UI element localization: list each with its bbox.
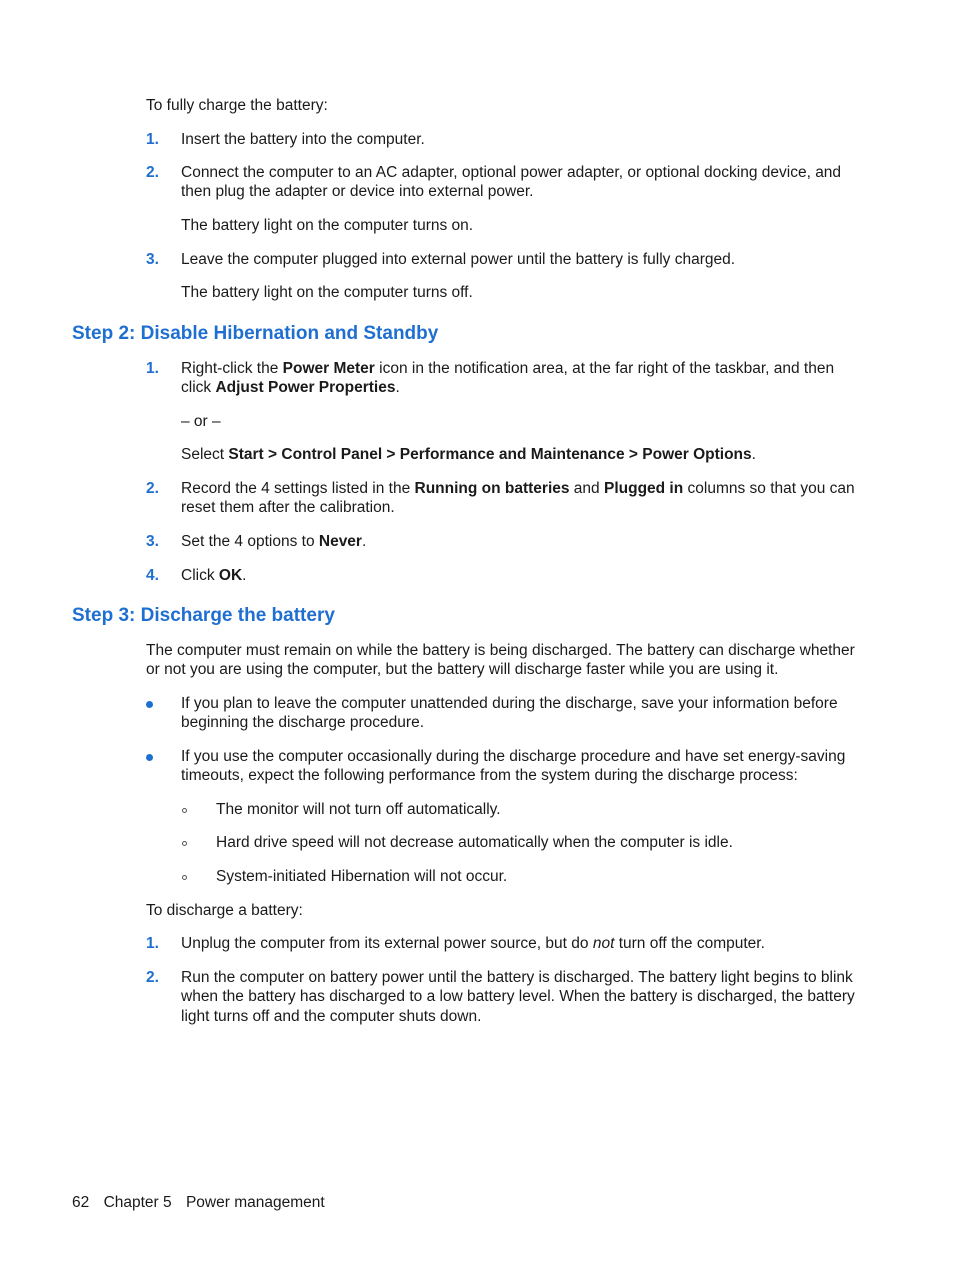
step-text: light turns off and the computer shuts down. [181, 1008, 482, 1025]
note-text: The battery light on the computer turns off. [181, 284, 473, 301]
step-number: 2. [146, 969, 159, 986]
step-text: Connect the computer to an AC adapter, optional power adapter, or optional docking device, and [181, 164, 842, 181]
step-text: when the battery has discharged to a low battery level. When the battery is discharged, the battery [181, 988, 855, 1005]
section-heading: Step 2: Disable Hibernation and Standby [72, 323, 439, 344]
step-number: 2. [146, 480, 159, 497]
step-text: Record the 4 settings listed in the Running on batteries and Plugged in columns so that you can [181, 480, 855, 497]
step-text: then plug the adapter or device into external power. [181, 183, 534, 200]
step-text: Select Start > Control Panel > Performance and Maintenance > Power Options. [181, 446, 756, 463]
sub-bullet-icon [182, 808, 187, 813]
step-text: click Adjust Power Properties. [181, 379, 400, 396]
step-text: Leave the computer plugged into external power until the battery is fully charged. [181, 251, 736, 268]
paragraph-text: The computer must remain on while the battery is being discharged. The battery can discharge whether [146, 642, 855, 659]
paragraph-text: or not you are using the computer, but the battery will discharge faster while you are using it. [146, 661, 779, 678]
bullet-icon [146, 754, 153, 761]
bullet-text: timeouts, expect the following performance from the system during the discharge process: [181, 767, 798, 784]
step-text: Click OK. [181, 567, 247, 584]
sub-bullet-icon [182, 841, 187, 846]
sub-bullet-icon [182, 875, 187, 880]
step-text: reset them after the calibration. [181, 499, 395, 516]
step-text: Right-click the Power Meter icon in the notification area, at the far right of the taskbar, and then [181, 360, 835, 377]
step-text: Set the 4 options to Never. [181, 533, 367, 550]
intro-text: To fully charge the battery: [146, 97, 328, 114]
intro-text: To discharge a battery: [146, 902, 303, 919]
chapter-title: Power management [185, 1194, 325, 1211]
step-number: 1. [146, 131, 159, 148]
step-text: Run the computer on battery power until the battery is discharged. The battery light begins to blink [181, 969, 853, 986]
step-number: 3. [146, 251, 159, 268]
or-separator: – or – [181, 413, 221, 430]
bullet-text: If you plan to leave the computer unattended during the discharge, save your information before [181, 695, 838, 712]
step-text: Unplug the computer from its external power source, but do not turn off the computer. [181, 935, 765, 952]
step-number: 1. [146, 935, 159, 952]
page-number: 62 [72, 1194, 90, 1211]
note-text: The battery light on the computer turns on. [181, 217, 474, 234]
step-number: 3. [146, 533, 159, 550]
sub-bullet-text: The monitor will not turn off automatically. [216, 801, 501, 818]
sub-bullet-text: Hard drive speed will not decrease automatically when the computer is idle. [216, 834, 733, 851]
bullet-text: If you use the computer occasionally during the discharge procedure and have set energy-saving [181, 748, 846, 765]
step-text: Insert the battery into the computer. [181, 131, 425, 148]
step-number: 2. [146, 164, 159, 181]
bullet-text: beginning the discharge procedure. [181, 714, 425, 731]
section-heading: Step 3: Discharge the battery [72, 605, 335, 626]
step-number: 1. [146, 360, 159, 377]
step-number: 4. [146, 567, 159, 584]
bullet-icon [146, 701, 153, 708]
page-footer [72, 1193, 335, 1213]
sub-bullet-text: System-initiated Hibernation will not occur. [216, 868, 508, 885]
chapter-label: Chapter 5 [103, 1194, 172, 1211]
